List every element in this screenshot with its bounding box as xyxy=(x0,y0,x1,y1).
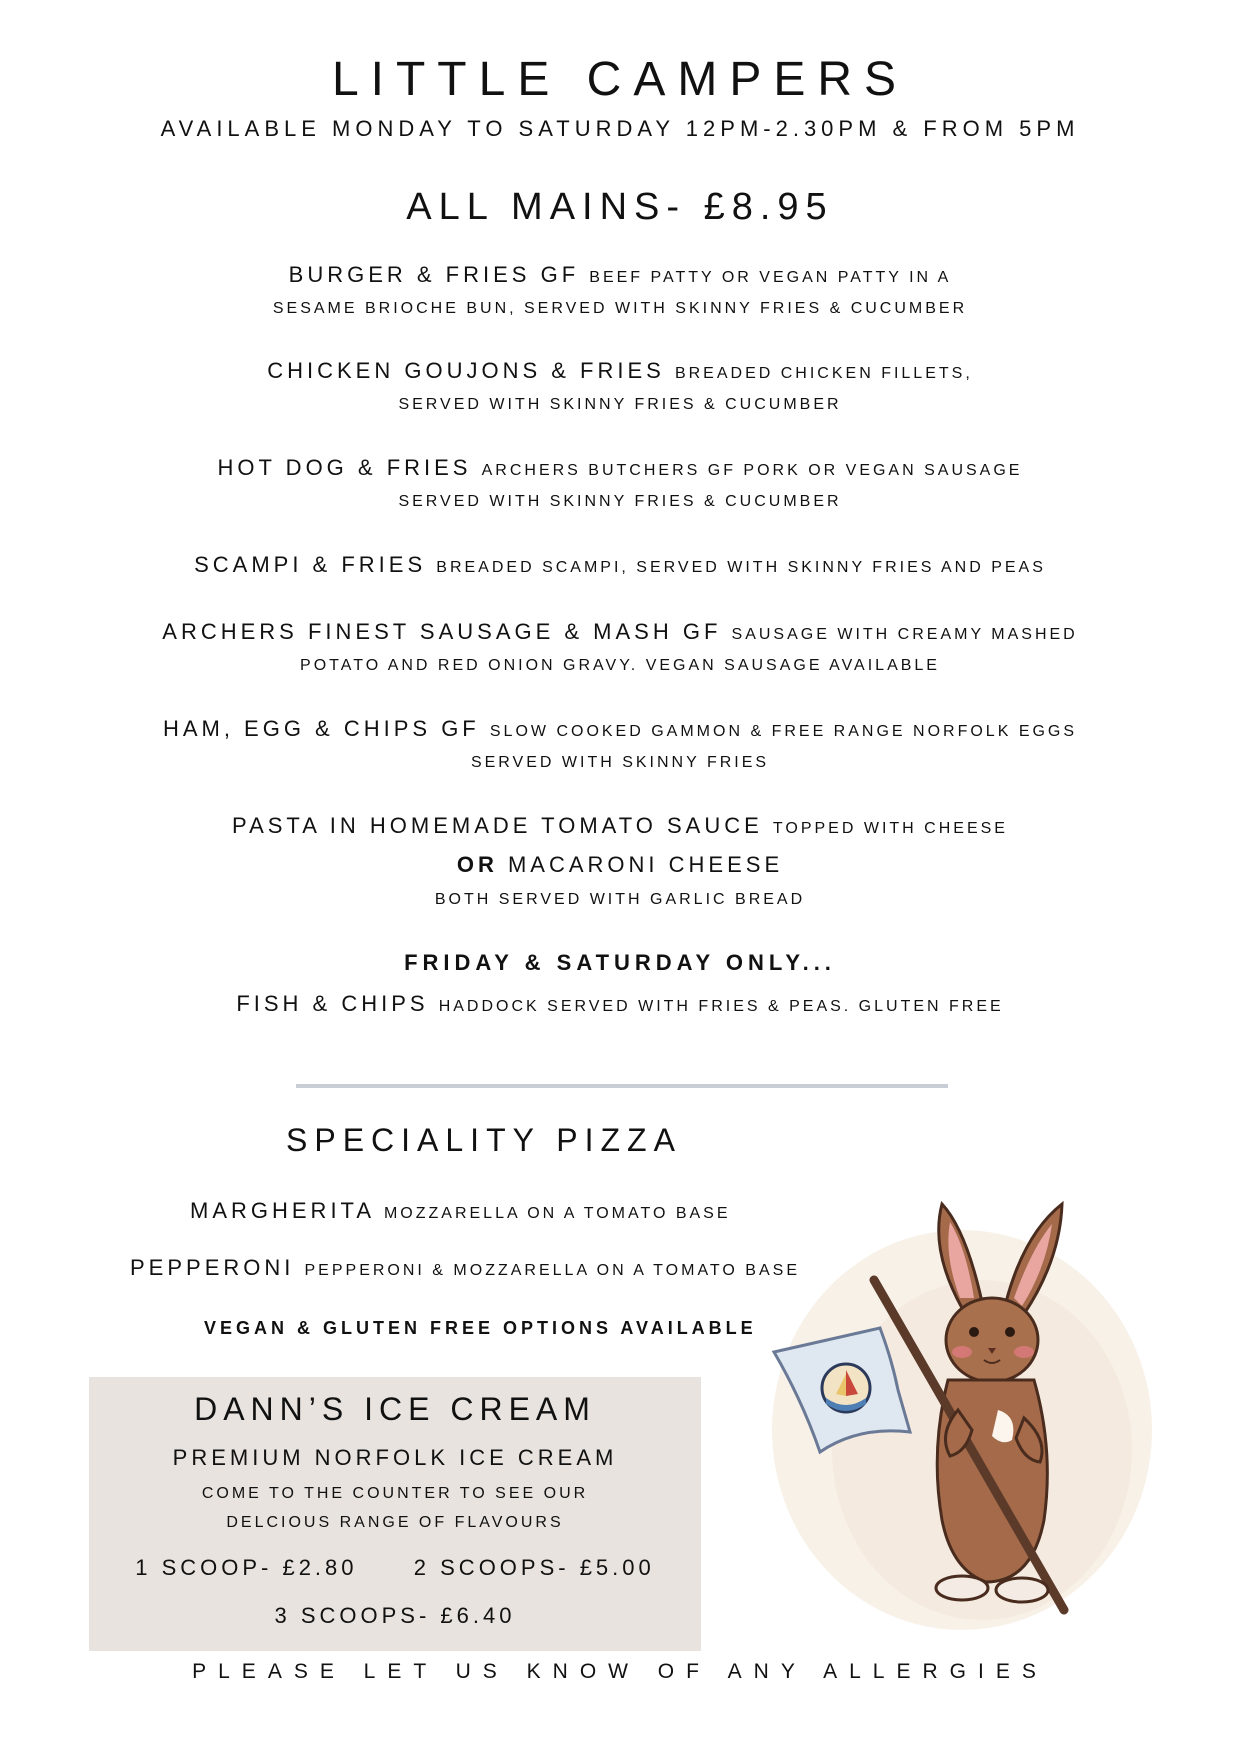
availability-line: AVAILABLE MONDAY TO SATURDAY 12PM-2.30PM & FROM 5PM xyxy=(160,116,1080,141)
ice-cream-title: DANN’S ICE CREAM xyxy=(194,1391,596,1427)
ice-cream-subtitle: PREMIUM NORFOLK ICE CREAM xyxy=(172,1445,618,1470)
ice-cream-panel xyxy=(89,1377,701,1651)
weekend-heading: FRIDAY & SATURDAY ONLY... xyxy=(404,950,836,975)
menu-item-goujons xyxy=(0,358,1240,384)
item-name: PEPPERONI xyxy=(130,1255,295,1280)
pizza-item-margherita xyxy=(190,1198,731,1224)
pizza-item-pepperoni xyxy=(130,1255,800,1281)
or-word: OR xyxy=(456,852,498,877)
ice-cream-description: COME TO THE COUNTER TO SEE OUR xyxy=(201,1485,589,1502)
item-description-cont: SERVED WITH SKINNY FRIES & CUCUMBER xyxy=(398,493,842,510)
ice-cream-description-cont: DELCIOUS RANGE OF FLAVOURS xyxy=(226,1514,564,1531)
item-description: SLOW COOKED GAMMON & FREE RANGE NORFOLK EGGS xyxy=(489,723,1078,740)
menu-item-pasta xyxy=(0,813,1240,839)
item-description: BEEF PATTY OR VEGAN PATTY IN A xyxy=(589,269,952,286)
pizza-heading: SPECIALITY PIZZA xyxy=(286,1122,682,1158)
item-description-cont: BOTH SERVED WITH GARLIC BREAD xyxy=(434,891,806,908)
item-name: MACARONI CHEESE xyxy=(507,852,784,877)
item-name: FISH & CHIPS xyxy=(236,991,429,1016)
price-three-scoops: 3 SCOOPS- £6.40 xyxy=(274,1603,516,1628)
pizza-options-notice: VEGAN & GLUTEN FREE OPTIONS AVAILABLE xyxy=(204,1318,757,1338)
mains-heading: ALL MAINS- £8.95 xyxy=(406,186,834,228)
item-name: MARGHERITA xyxy=(190,1198,374,1223)
section-divider xyxy=(296,1084,948,1088)
item-description-cont: SERVED WITH SKINNY FRIES & CUCUMBER xyxy=(398,396,842,413)
item-name: HAM, EGG & CHIPS GF xyxy=(162,716,480,741)
item-name: CHICKEN GOUJONS & FRIES xyxy=(267,358,665,383)
item-name: SCAMPI & FRIES xyxy=(194,552,427,577)
menu-item-ham-egg xyxy=(0,716,1240,742)
item-description-cont: POTATO AND RED ONION GRAVY. VEGAN SAUSAGE AVAILABLE xyxy=(300,657,940,674)
menu-item-macaroni xyxy=(0,852,1240,878)
item-description: BREADED SCAMPI, SERVED WITH SKINNY FRIES AND PEAS xyxy=(436,559,1046,576)
menu-item-sausage-mash xyxy=(0,619,1240,645)
item-description: BREADED CHICKEN FILLETS, xyxy=(674,365,973,382)
item-description-cont: SESAME BRIOCHE BUN, SERVED WITH SKINNY FRIES & CUCUMBER xyxy=(272,300,968,317)
item-description: SAUSAGE WITH CREAMY MASHED xyxy=(731,626,1078,643)
item-description: PEPPERONI & MOZZARELLA ON A TOMATO BASE xyxy=(304,1262,800,1279)
price-two-scoops: 2 SCOOPS- £5.00 xyxy=(413,1555,655,1580)
rabbit-with-flag-icon xyxy=(762,1190,1162,1630)
item-description: ARCHERS BUTCHERS GF PORK OR VEGAN SAUSAGE xyxy=(481,462,1023,479)
item-name: ARCHERS FINEST SAUSAGE & MASH GF xyxy=(162,619,722,644)
item-description: MOZZARELLA ON A TOMATO BASE xyxy=(383,1205,731,1222)
menu-item-scampi xyxy=(0,552,1240,578)
menu-item-hotdog xyxy=(0,455,1240,481)
item-description: HADDOCK SERVED WITH FRIES & PEAS. GLUTEN FREE xyxy=(438,998,1004,1015)
item-name: HOT DOG & FRIES xyxy=(217,455,472,480)
menu-item-fish-chips xyxy=(0,991,1240,1017)
item-name: PASTA IN HOMEMADE TOMATO SAUCE xyxy=(232,813,763,838)
price-one-scoop: 1 SCOOP- £2.80 xyxy=(135,1555,358,1580)
ice-cream-prices-row xyxy=(89,1555,701,1581)
item-description: TOPPED WITH CHEESE xyxy=(772,820,1008,837)
item-description-cont: SERVED WITH SKINNY FRIES xyxy=(470,754,770,771)
item-name: BURGER & FRIES GF xyxy=(288,262,580,287)
menu-item-burger xyxy=(0,262,1240,288)
allergy-notice: PLEASE LET US KNOW OF ANY ALLERGIES xyxy=(192,1660,1048,1683)
menu-title: LITTLE CAMPERS xyxy=(331,53,909,106)
